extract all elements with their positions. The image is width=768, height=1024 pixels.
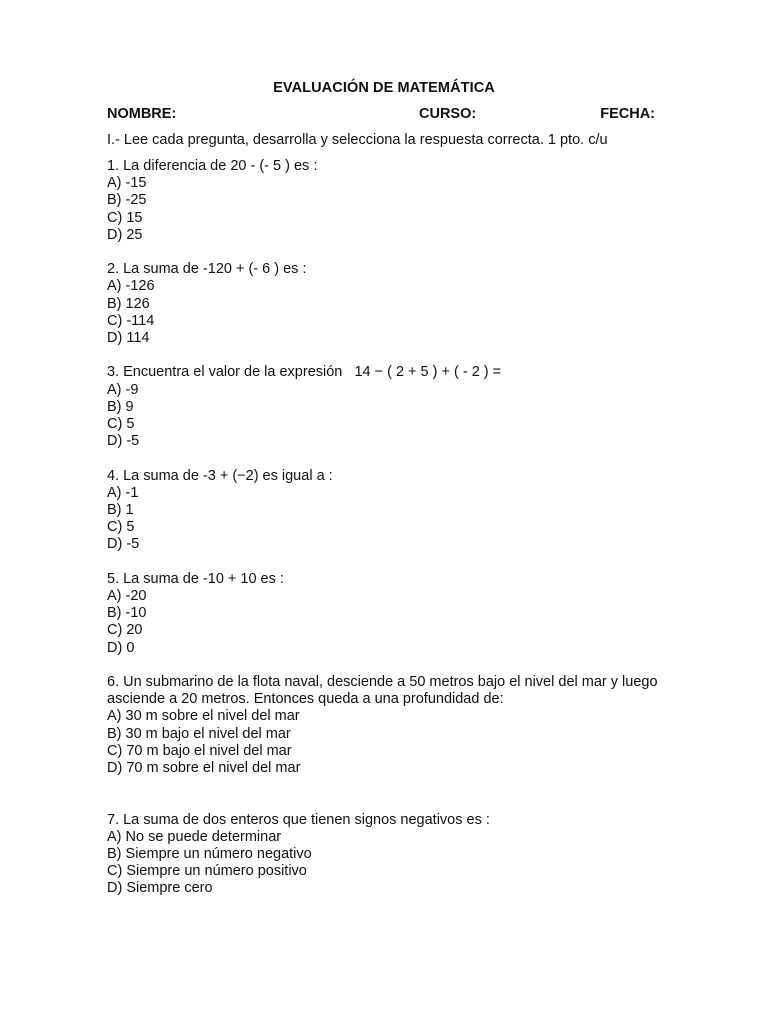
student-header <box>107 106 655 126</box>
option-b: B) 1 <box>107 502 134 519</box>
option-a: A) -1 <box>107 484 139 501</box>
question-6 <box>107 674 667 777</box>
option-b: B) 126 <box>107 295 150 312</box>
option-d: D) Siempre cero <box>107 880 213 897</box>
option-d: D) 25 <box>107 226 143 243</box>
question-text: 3. Encuentra el valor de la expresión 14 − ( 2 + 5 ) + ( - 2 ) = <box>107 364 502 381</box>
option-b: B) -10 <box>107 605 147 622</box>
question-text: 2. La suma de -120 + (- 6 ) es : <box>107 261 307 278</box>
option-c: C) 15 <box>107 209 143 226</box>
option-c: C) 70 m bajo el nivel del mar <box>107 742 292 759</box>
nombre-label: NOMBRE: <box>107 106 177 122</box>
option-a: A) -9 <box>107 381 139 398</box>
question-1 <box>107 158 667 244</box>
option-d: D) 70 m sobre el nivel del mar <box>107 760 301 777</box>
question-text: 5. La suma de -10 + 10 es : <box>107 570 284 587</box>
instructions-text: I.- Lee cada pregunta, desarrolla y selecciona la respuesta correcta. 1 pto. c/u <box>107 132 608 148</box>
curso-label: CURSO: <box>419 106 477 122</box>
option-b: B) -25 <box>107 192 147 209</box>
questions-list <box>107 158 667 898</box>
option-a: A) -15 <box>107 175 147 192</box>
question-text: 4. La suma de -3 + (−2) es igual a : <box>107 467 333 484</box>
option-b: B) Siempre un número negativo <box>107 846 312 863</box>
option-c: C) 20 <box>107 622 143 639</box>
option-b: B) 9 <box>107 398 134 415</box>
question-2 <box>107 261 667 347</box>
option-d: D) -5 <box>107 433 140 450</box>
question-7 <box>107 812 667 898</box>
option-d: D) 0 <box>107 639 135 656</box>
option-a: A) 30 m sobre el nivel del mar <box>107 708 300 725</box>
question-3 <box>107 364 667 450</box>
option-d: D) 114 <box>107 330 150 347</box>
option-b: B) 30 m bajo el nivel del mar <box>107 725 291 742</box>
question-text: 7. La suma de dos enteros que tienen signos negativos es : <box>107 811 490 828</box>
question-text: 6. Un submarino de la flota naval, desciende a 50 metros bajo el nivel del mar y luego asciende a 20 metros. Entonces queda a una profundidad de: <box>107 674 662 708</box>
option-a: A) -20 <box>107 588 147 605</box>
option-a: A) No se puede determinar <box>107 828 282 845</box>
question-text: 1. La diferencia de 20 - (- 5 ) es : <box>107 158 318 174</box>
option-c: C) Siempre un número positivo <box>107 863 307 880</box>
option-d: D) -5 <box>107 536 140 553</box>
fecha-label: FECHA: <box>600 106 655 122</box>
option-c: C) 5 <box>107 416 135 433</box>
option-a: A) -126 <box>107 278 155 295</box>
document-title: EVALUACIÓN DE MATEMÁTICA <box>273 80 495 96</box>
option-c: C) 5 <box>107 519 135 536</box>
question-5 <box>107 571 667 657</box>
option-c: C) -114 <box>107 312 155 329</box>
question-4 <box>107 468 667 554</box>
